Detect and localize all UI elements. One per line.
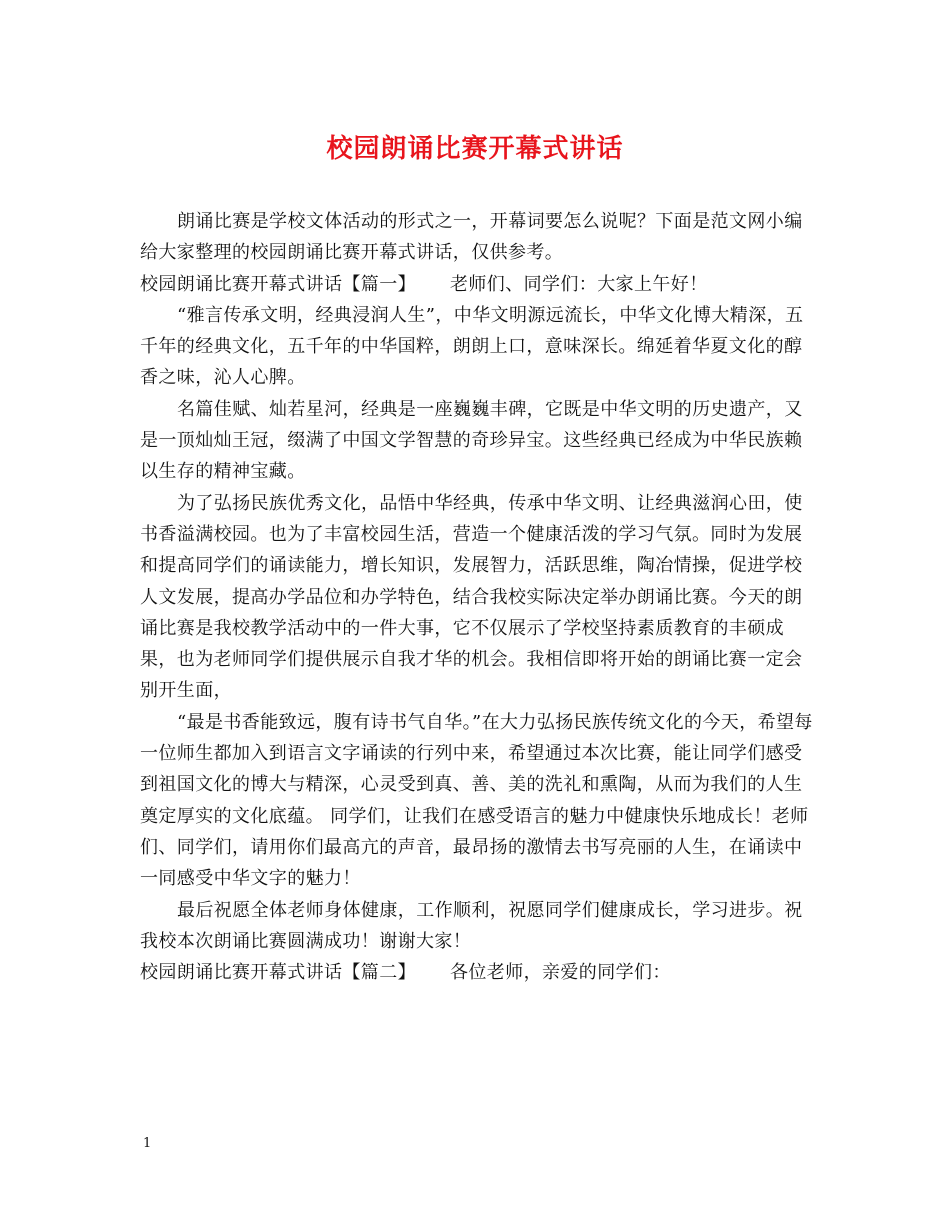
section-heading-2 — [140, 957, 814, 988]
section-1-paragraph-3: 为了弘扬民族优秀文化，品悟中华经典，传承中华文明、让经典滋润心田，使书香溢满校园。也为了丰富校园生活，营造一个健康活泼的学习气氛。同时为发展和提高同学们的诵读能力，增长知识，发展智力，活跃思维，陶冶情操，促进学校人文发展，提高办学品位和办学特色，结合我校实际决定举办朗诵比赛。今天的朗诵比赛是我校教学活动中的一件大事，它不仅展示了学校坚持素质教育的丰硕成果，也为老师同学们提供展示自我才华的机会。我相信即将开始的朗诵比赛一定会别开生面， — [140, 492, 803, 702]
document-body — [140, 206, 814, 988]
section-1-paragraph-4: “最是书香能致远，腹有诗书气自华。”在大力弘扬民族传统文化的今天，希望每一位师生都加入到语言文字诵读的行列中来，希望通过本次比赛，能让同学们感受到祖国文化的博大与精深，心灵受到真、善、美的洗礼和熏陶，从而为我们的人生奠定厚实的文化底蕴。 同学们，让我们在感受语言的魅力中健康快乐地成长！老师们、同学们，请用你们最高亢的声音，最昂扬的激情去书写亮丽的人生，在诵读中一同感受中华文字的魅力！ — [140, 711, 813, 890]
intro-paragraph: 朗诵比赛是学校文体活动的形式之一，开幕词要怎么说呢？下面是范文网小编给大家整理的校园朗诵比赛开幕式讲话，仅供参考。 — [140, 211, 803, 264]
page-number: 1 — [143, 1136, 152, 1151]
section-heading-1 — [140, 269, 814, 300]
section-1-paragraph-1: “雅言传承文明，经典浸润人生”，中华文明源远流长，中华文化博大精深，五千年的经典文化，五千年的中华国粹，朗朗上口，意味深长。绵延着华夏文化的醇香之味，沁人心脾。 — [140, 304, 804, 389]
section-heading-2-greeting: 各位老师，亲爱的同学们： — [450, 962, 671, 984]
section-heading-1-greeting: 老师们、同学们：大家上午好！ — [450, 273, 708, 295]
section-1-paragraph-5: 最后祝愿全体老师身体健康，工作顺利，祝愿同学们健康成长，学习进步。祝我校本次朗诵比赛圆满成功！谢谢大家！ — [140, 899, 803, 952]
section-heading-2-title: 校园朗诵比赛开幕式讲话【篇二】 — [140, 962, 416, 984]
document-title: 校园朗诵比赛开幕式讲话 — [326, 134, 624, 164]
section-heading-1-title: 校园朗诵比赛开幕式讲话【篇一】 — [140, 273, 416, 295]
section-1-paragraph-2: 名篇佳赋、灿若星河，经典是一座巍巍丰碑，它既是中华文明的历史遗产，又是一顶灿灿王冠，缀满了中国文学智慧的奇珍异宝。这些经典已经成为中华民族赖以生存的精神宝藏。 — [140, 398, 803, 483]
